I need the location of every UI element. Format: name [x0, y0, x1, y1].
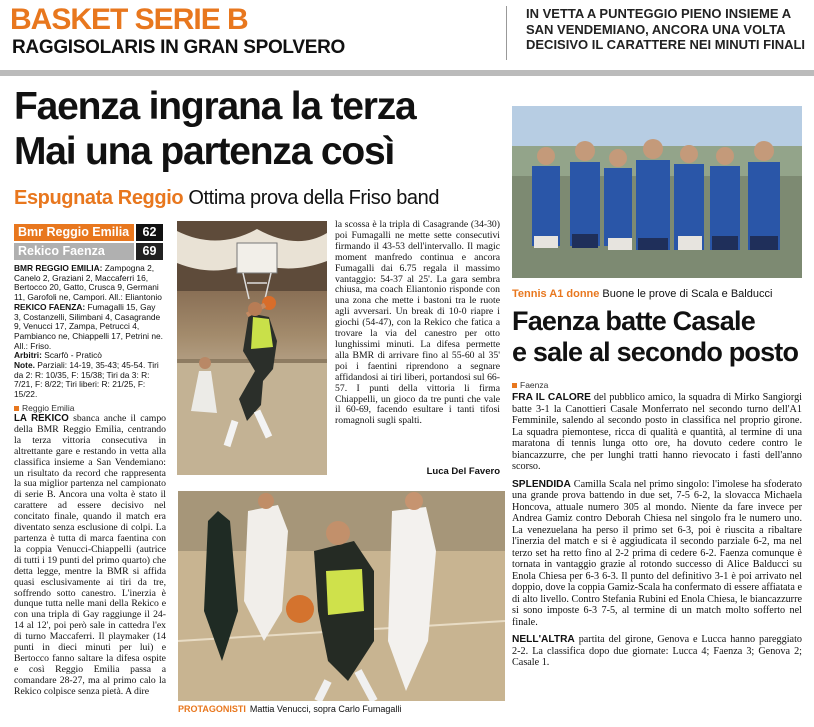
score-home-points: 62	[136, 224, 163, 241]
box-note-label: Note.	[14, 360, 35, 371]
box-note-text: Parziali: 14-19, 35-43; 45-54. Tiri da 2: R: 10/35, F: 15/38; Tiri da 3: R: 7/21, F: 8/22; Tiri liberi: R: 21/25, F: 15/22.	[14, 360, 159, 400]
main-body-col1	[14, 414, 166, 724]
side-headline-line1: Faenza batte Casale	[512, 306, 755, 336]
side-body	[512, 392, 802, 722]
section-subtitle: RAGGISOLARIS IN GRAN SPOLVERO	[12, 37, 345, 58]
box-score-details	[14, 264, 164, 400]
score-home-team: Bmr Reggio Emilia	[14, 224, 134, 241]
side-kicker-highlight: Tennis A1 donne	[512, 288, 600, 300]
side-paragraph-1	[512, 392, 802, 473]
side-dateline	[512, 380, 548, 390]
photo-caption	[178, 703, 401, 715]
photo-layup-art	[177, 221, 327, 475]
side-dateline-marker	[512, 383, 517, 388]
side-dateline-text: Faenza	[520, 380, 549, 390]
main-dateline-text: Reggio Emilia	[22, 403, 75, 413]
box-arbitri-label: Arbitri:	[14, 350, 42, 361]
col1-lead: LA REKICO	[14, 414, 69, 424]
main-body-col2: la scossa è la tripla di Casagrande (34-30) poi Fumagalli ne mette sette consecutivi firmando il 43-53 dell'intervallo. Il magic moment manfredo continua e ancora Fumagalli dai 6.75 regala il massimo vantaggio: 54-37 al 25'. La gara sembra chiusa, ma coach Eliantonio risponde con una zona che mette i bastoni tra le ruote agli avversari. Un break di 10-0 riapre i giochi (54-47), con la Rekico che fatica a trovare la via del canestro per otto lunghissimi minuti. La difesa permette alla BMR di arrivare fino al 55-60 al 35' poi i faentini riprendono a segnare affidandosi ai tiri liberi, portandosi sul 66-57. I punti della vittoria li firma Chiappelli, un gioco da tre punti che vale il 60-69, facendo esultare i tanti tifosi romagnoli sugli spalti.	[335, 220, 500, 427]
side-kicker-text: Buone le prove di Scala e Balducci	[602, 288, 773, 300]
header-divider	[506, 6, 507, 60]
header-rule	[0, 70, 814, 76]
side-headline-line2: e sale al secondo posto	[512, 337, 799, 367]
photo-tennis-team	[512, 106, 802, 278]
deck-highlight: Espugnata Reggio	[14, 187, 184, 209]
side-headline	[512, 306, 807, 368]
side-p2-text: Camilla Scala nel primo singolo: l'imolese ha sfoderato una grande prova battendo in due set, 7-5 6-2, la slovacca Michaela Honcova, attuale numero 305 al mondo. Niente da fare invece per Andrea Gamiz contro Deborah Chiesa nel singolo fra le numero uno. La venezuelana ha perso il primo set 6-3, poi è riuscita a ribaltare l'inerzia del match e si è aggiudicata il secondo parziale 6-2, ma nel terzo set ha retto fino al 2-2 prima di cedere 6-2. Faenza comunque è tornata in vantaggio grazie al rotondo successo di Alice Balducci su Enola Chiesa per 6-3 6-3. Il punto del definitivo 3-1 è poi arrivato nel doppio, dove la coppia Gamiz-Scala ha confermato di essere affiatata e di alto livello. Contro Stefania Rubini ed Enola Chiesa, le biancazzurre si sono imposte 6-3 7-5, al termine di un match molto sofferto nel finale.	[512, 478, 802, 628]
side-paragraph-3	[512, 634, 802, 669]
box-bmr-label: BMR REGGIO EMILIA:	[14, 263, 103, 273]
score-away	[14, 243, 163, 260]
section-title: BASKET SERIE B	[10, 3, 248, 36]
photo-dribble-art	[178, 491, 505, 701]
main-deck	[14, 186, 439, 210]
main-headline-line1: Faenza ingrana la terza	[14, 85, 416, 128]
side-p1-lead: FRA IL CALORE	[512, 392, 591, 403]
box-rekico-text: Fumagalli 15, Gay 3, Costanzelli, Silimbani 4, Casagrande 9, Venucci 17, Zampa, Petrucci 4, Pambianco ne, Chiappelli 17, Petrini ne. All.: Friso.	[14, 301, 163, 351]
side-p3-text: partita del girone, Genova e Lucca hanno pareggiato 2-2. La classifica dopo due giornate: Lucca 4; Faenza 3; Genova 2; Casale 1.	[512, 634, 802, 668]
box-rekico-label: REKICO FAENZA:	[14, 301, 86, 312]
side-p2-lead: SPLENDIDA	[512, 478, 571, 490]
score-away-points: 69	[136, 243, 163, 260]
photo-tennis-team-art	[512, 106, 802, 278]
header-summary: IN VETTA A PUNTEGGIO PIENO INSIEME A SAN VENDEMIANO, ANCORA UNA VOLTA DECISIVO IL CARATTERE NEI MINUTI FINALI	[526, 6, 806, 52]
main-headline-line2: Mai una partenza così	[14, 130, 395, 173]
dateline-marker	[14, 406, 19, 411]
photo-dribble	[178, 491, 505, 701]
box-arbitri-text: Scarfò - Praticò	[44, 350, 102, 361]
photo-layup	[177, 221, 327, 475]
main-dateline	[14, 403, 74, 413]
main-headline	[14, 84, 504, 174]
side-paragraph-2	[512, 479, 802, 629]
side-p3-lead: NELL'ALTRA	[512, 634, 575, 645]
caption-text: Mattia Venucci, sopra Carlo Fumagalli	[249, 704, 402, 714]
box-bmr-text: Zampogna 2, Canelo 2, Graziani 2, Maccaferri 16, Bertocco 20, Gatto, Crusca 9, Germani 11, Garofoli ne, Campori. All.: Eliantonio	[14, 263, 162, 303]
score-home	[14, 224, 163, 241]
main-byline: Luca Del Favero	[426, 466, 500, 477]
side-kicker	[512, 287, 772, 301]
deck-text: Ottima prova della Friso band	[188, 187, 440, 209]
col1-text: sbanca anche il campo della BMR Reggio Emilia, centrando la terza vittoria consecutiva in altrettante gare e restando in vetta alla classifica insieme a San Vendemiano: un risultato da record che rappresenta la sua miglior partenza nel campionato di serie B. Ancora una volta è stato il carattere ad essere decisivo nel concitato finale, quando il match era diventato senza esclusione di colpi. La partenza è tutta di marca faentina con la coppia Venucci-Chiappelli (autrice di tutti i 19 punti del primo quarto) che detta legge, mentre la BMR si affida quasi esclusivamente ai tiri da tre, soffrendo sotto canestro. L'inerzia è dunque tutta nelle mani della Rekico e con una tripla di Gay raggiunge il 24-14 al 12', poi però sale in cattedra l'ex di turno Maccaferri. Il playmaker (14 punti in dieci minuti per lui) e Bertocco fanno saltare la difesa ospite e così Reggio Emilia passa a comandare 28-27, ma al primo calo la Rekico colpisce senza pietà. A dire	[14, 414, 166, 697]
score-away-team: Rekico Faenza	[14, 243, 134, 260]
side-p1-text: del pubblico amico, la squadra di Mirko Sangiorgi batte 3-1 la Canottieri Casale Monferrato nel secondo turno dell'A1 Femminile, salendo al secondo posto in classifica nel proprio girone. La squadra piemontese, ricca di qualità e quantità, al termine di una maratona di tennis lunga otto ore, ha dovuto cedere contro le biancazzurre, che per lunghi tratti hanno rievocato i fasti dell'anno scorso.	[512, 392, 802, 472]
caption-tag: PROTAGONISTI	[178, 704, 246, 714]
